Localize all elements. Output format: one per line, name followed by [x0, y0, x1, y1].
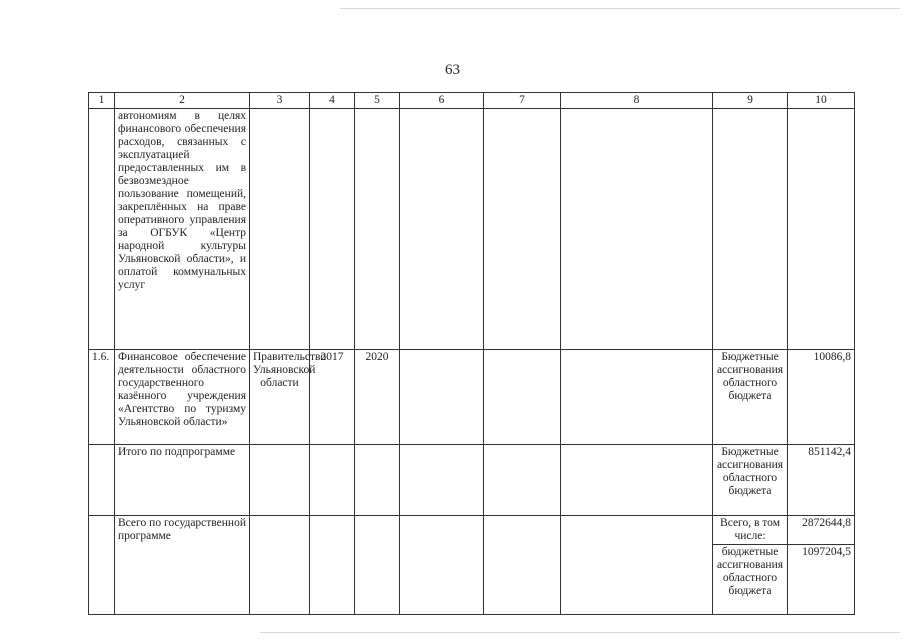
row-start-year [310, 516, 355, 615]
header-row [89, 93, 855, 109]
row-col-7 [484, 516, 561, 615]
row-col-7 [484, 109, 561, 350]
row-end-year [355, 445, 400, 516]
row-number [89, 516, 115, 615]
table-row [89, 109, 855, 350]
row-col-8 [561, 109, 713, 350]
table-row-total [89, 516, 855, 545]
row-col-8 [561, 445, 713, 516]
col-header-2: 2 [115, 93, 250, 109]
col-header-10: 10 [788, 93, 855, 109]
row-amount: 851142,4 [788, 445, 855, 516]
page-number: 63 [445, 62, 460, 78]
total-amount: 1097204,5 [788, 545, 855, 615]
col-header-1: 1 [89, 93, 115, 109]
col-header-8: 8 [561, 93, 713, 109]
row-start-year [310, 445, 355, 516]
row-col-6 [400, 350, 484, 445]
row-start-year: 2017 [310, 350, 355, 445]
row-col-8 [561, 350, 713, 445]
row-executor [250, 109, 310, 350]
scan-artifact-bottom [260, 632, 900, 633]
row-col-7 [484, 445, 561, 516]
row-funding-source [713, 109, 788, 350]
row-end-year: 2020 [355, 350, 400, 445]
row-end-year [355, 109, 400, 350]
table-row [89, 350, 855, 445]
row-executor [250, 516, 310, 615]
row-funding-source: Бюджетные ассигнования областного бюджета [713, 445, 788, 516]
col-header-4: 4 [310, 93, 355, 109]
row-col-6 [400, 445, 484, 516]
table-row [89, 445, 855, 516]
row-start-year [310, 109, 355, 350]
row-description: автономиям в целях финансового обеспечения расходов, связанных с эксплуатацией предоставленных им в безвозмездное пользование помещений, закреплённых на праве оперативного управления за ОГБУК «Центр народной культуры Ульяновской области», и оплатой коммунальных услуг [115, 109, 250, 350]
row-funding-source: Бюджетные ассигнования областного бюджета [713, 350, 788, 445]
row-col-6 [400, 516, 484, 615]
row-col-8 [561, 516, 713, 615]
row-description: Финансовое обеспечение деятельности областного государственного казённого учреждения «Агентство по туризму Ульяновской области» [115, 350, 250, 445]
total-amount: 2872644,8 [788, 516, 855, 545]
col-header-6: 6 [400, 93, 484, 109]
row-executor: Правительство Ульяновской области [250, 350, 310, 445]
row-executor [250, 445, 310, 516]
total-description: Всего по государственной программе [115, 516, 250, 615]
row-col-6 [400, 109, 484, 350]
col-header-3: 3 [250, 93, 310, 109]
row-col-7 [484, 350, 561, 445]
col-header-9: 9 [713, 93, 788, 109]
total-funding-source: Всего, в том числе: [713, 516, 788, 545]
row-description: Итого по подпрограмме [115, 445, 250, 516]
row-number [89, 445, 115, 516]
row-amount [788, 109, 855, 350]
col-header-7: 7 [484, 93, 561, 109]
row-amount: 10086,8 [788, 350, 855, 445]
total-funding-source: бюджетные ассигнования областного бюджета [713, 545, 788, 615]
row-number [89, 109, 115, 350]
col-header-5: 5 [355, 93, 400, 109]
row-number: 1.6. [89, 350, 115, 445]
row-end-year [355, 516, 400, 615]
scan-artifact-top [340, 8, 900, 9]
program-table [88, 92, 855, 615]
